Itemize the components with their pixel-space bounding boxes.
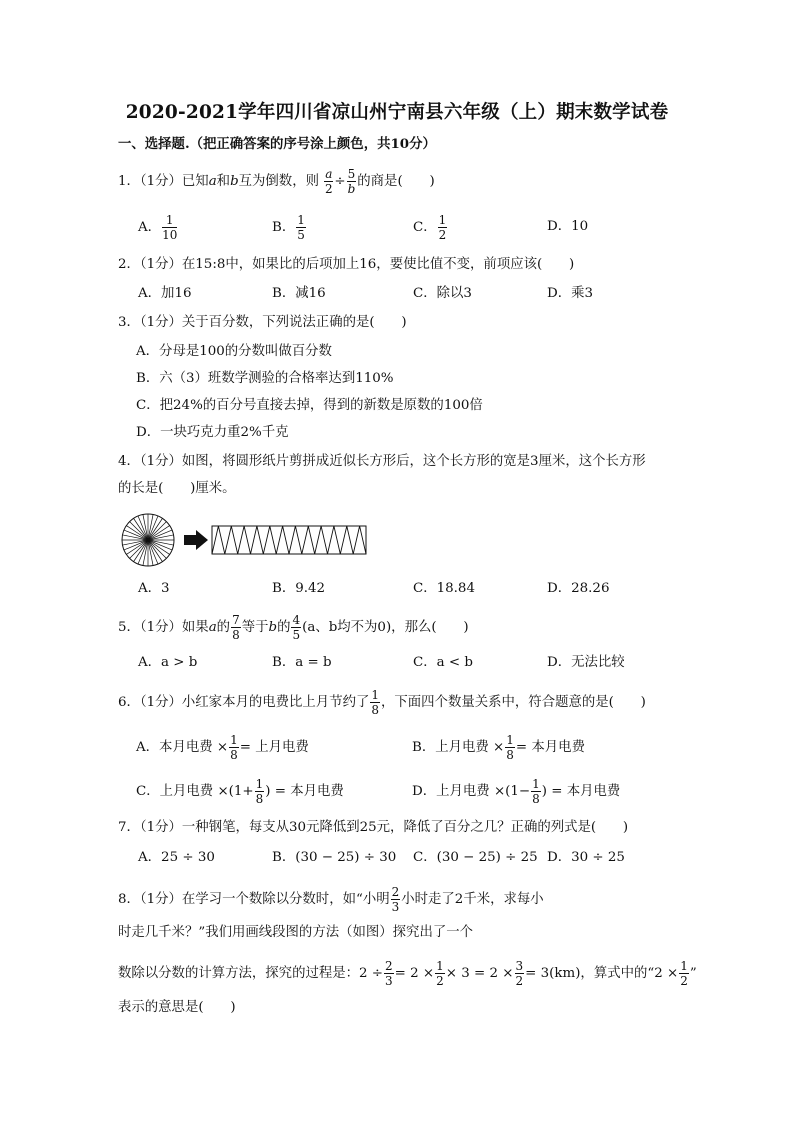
q5-option-d[interactable]: D．无法比较 (547, 655, 625, 670)
q1-option-a[interactable]: A． $\frac{1}{10}$ (138, 213, 178, 242)
q7-option-b[interactable]: B．(30 − 25) ÷ 30 (272, 850, 397, 865)
q6-option-a[interactable]: A．本月电费 × $\frac{1}{8}$ = 上月电费 (136, 733, 309, 762)
q8-fraction-hours: $\frac{2}{3}$ (391, 885, 400, 914)
question-1 (118, 168, 435, 195)
question-3: 3．（1分）关于百分数，下列说法正确的是( ) (118, 315, 407, 330)
q2-option-d[interactable]: D．乘3 (547, 286, 594, 301)
page-title: 2020-2021学年四川省凉山州宁南县六年级（上）期末数学试卷 (125, 102, 669, 123)
q1-option-c[interactable]: C． $\frac{1}{2}$ (413, 213, 447, 242)
q2-option-b[interactable]: B．减16 (272, 286, 326, 301)
question-2: 2．（1分）在15:8中，如果比的后项加上16，要使比值不变，前项应该( ) (118, 257, 575, 272)
q5-fraction-1: $\frac{7}{8}$ (232, 613, 240, 642)
q4-option-d[interactable]: D．28.26 (547, 581, 610, 596)
q5-option-b[interactable]: B．a = b (272, 655, 332, 670)
q4-option-b[interactable]: B．9.42 (272, 581, 326, 596)
q3-option-a[interactable]: A．分母是100的分数叫做百分数 (136, 344, 332, 359)
q5-option-a[interactable]: A．a > b (138, 655, 198, 670)
q4-option-c[interactable]: C．18.84 (413, 581, 475, 596)
circle-to-rectangle-figure (120, 510, 380, 574)
question-8-line-4: 表示的意思是( ) (118, 1000, 236, 1015)
q3-option-c[interactable]: C．把24%的百分号直接去掉，得到的新数是原数的100倍 (136, 398, 483, 413)
question-8-line-3: 数除以分数的计算方法，探究的过程是：2 ÷ $\frac{2}{3}$ = 2 × $\frac{1}{2}$ × 3 = 2 × $\frac{3}{2}$ = 3(km)，算式中的“2 × $\frac{1}{2}$ ” (118, 959, 697, 988)
q4-option-a[interactable]: A．3 (138, 581, 170, 596)
q2-option-a[interactable]: A．加16 (138, 286, 192, 301)
question-4-line-2: 的长是( )厘米。 (118, 481, 236, 496)
question-7: 7．（1分）一种钢笔，每支从30元降低到25元，降低了百分之几？正确的列式是( ) (118, 820, 629, 835)
section-heading: 一、选择题.（把正确答案的序号涂上颜色，共10分） (118, 136, 436, 152)
q5-option-c[interactable]: C．a < b (413, 655, 473, 670)
q1-var-a: a (208, 174, 217, 189)
rectangle-zigzag (212, 526, 366, 554)
q1-text-post: 互为倒数，则 (238, 174, 319, 189)
q1-text-end: 的商是( ) (357, 174, 435, 189)
figure-svg (120, 510, 380, 570)
q6-option-c[interactable]: C．上月电费 ×(1+ $\frac{1}{8}$ ) = 本月电费 (136, 777, 344, 806)
q3-option-d[interactable]: D．一块巧克力重2%千克 (136, 425, 289, 440)
cut-circle-icon (122, 514, 174, 566)
question-6: 6．（1分）小红家本月的电费比上月节约了 $\frac{1}{8}$ ，下面四个数量关系中，符合题意的是( ) (118, 688, 646, 717)
q1-var-b: b (230, 174, 239, 189)
q1-text-mid: 和 (216, 174, 231, 189)
q6-option-b[interactable]: B．上月电费 × $\frac{1}{8}$ = 本月电费 (412, 733, 585, 762)
question-5: 5．（1分）如果a的 $\frac{7}{8}$ 等于b的 $\frac{4}{5}$ (a、b均不为0)，那么( ) (118, 613, 469, 642)
q1-fraction-1: $\frac{a}{2}$ (325, 167, 333, 196)
q1-option-b[interactable]: B． $\frac{1}{5}$ (272, 213, 305, 242)
q2-option-c[interactable]: C．除以3 (413, 286, 472, 301)
q1-div-sign: ÷ (334, 174, 346, 189)
q7-option-c[interactable]: C．(30 − 25) ÷ 25 (413, 850, 538, 865)
approx-rectangle (212, 526, 366, 554)
q1-text-pre: 1．（1分）已知 (118, 174, 209, 189)
q1-option-d[interactable]: D．10 (547, 219, 589, 234)
right-arrow-icon (184, 530, 208, 550)
q6-option-d[interactable]: D．上月电费 ×(1− $\frac{1}{8}$ ) = 本月电费 (412, 777, 621, 806)
q1-fraction-2: $\frac{5}{b}$ (347, 167, 356, 196)
q7-option-a[interactable]: A．25 ÷ 30 (138, 850, 215, 865)
question-4-line-1: 4．（1分）如图，将圆形纸片剪拼成近似长方形后，这个长方形的宽是3厘米，这个长方形 (118, 454, 646, 469)
q5-fraction-2: $\frac{4}{5}$ (292, 613, 301, 642)
q6-fraction: $\frac{1}{8}$ (371, 688, 380, 717)
question-8-line-1: 8．（1分）在学习一个数除以分数时，如“小明 $\frac{2}{3}$ 小时走了2千米，求每小 (118, 885, 544, 914)
question-8-line-2: 时走几千米？”我们用画线段图的方法（如图）探究出了一个 (118, 925, 473, 940)
q7-option-d[interactable]: D．30 ÷ 25 (547, 850, 625, 865)
q3-option-b[interactable]: B．六（3）班数学测验的合格率达到110% (136, 371, 394, 386)
